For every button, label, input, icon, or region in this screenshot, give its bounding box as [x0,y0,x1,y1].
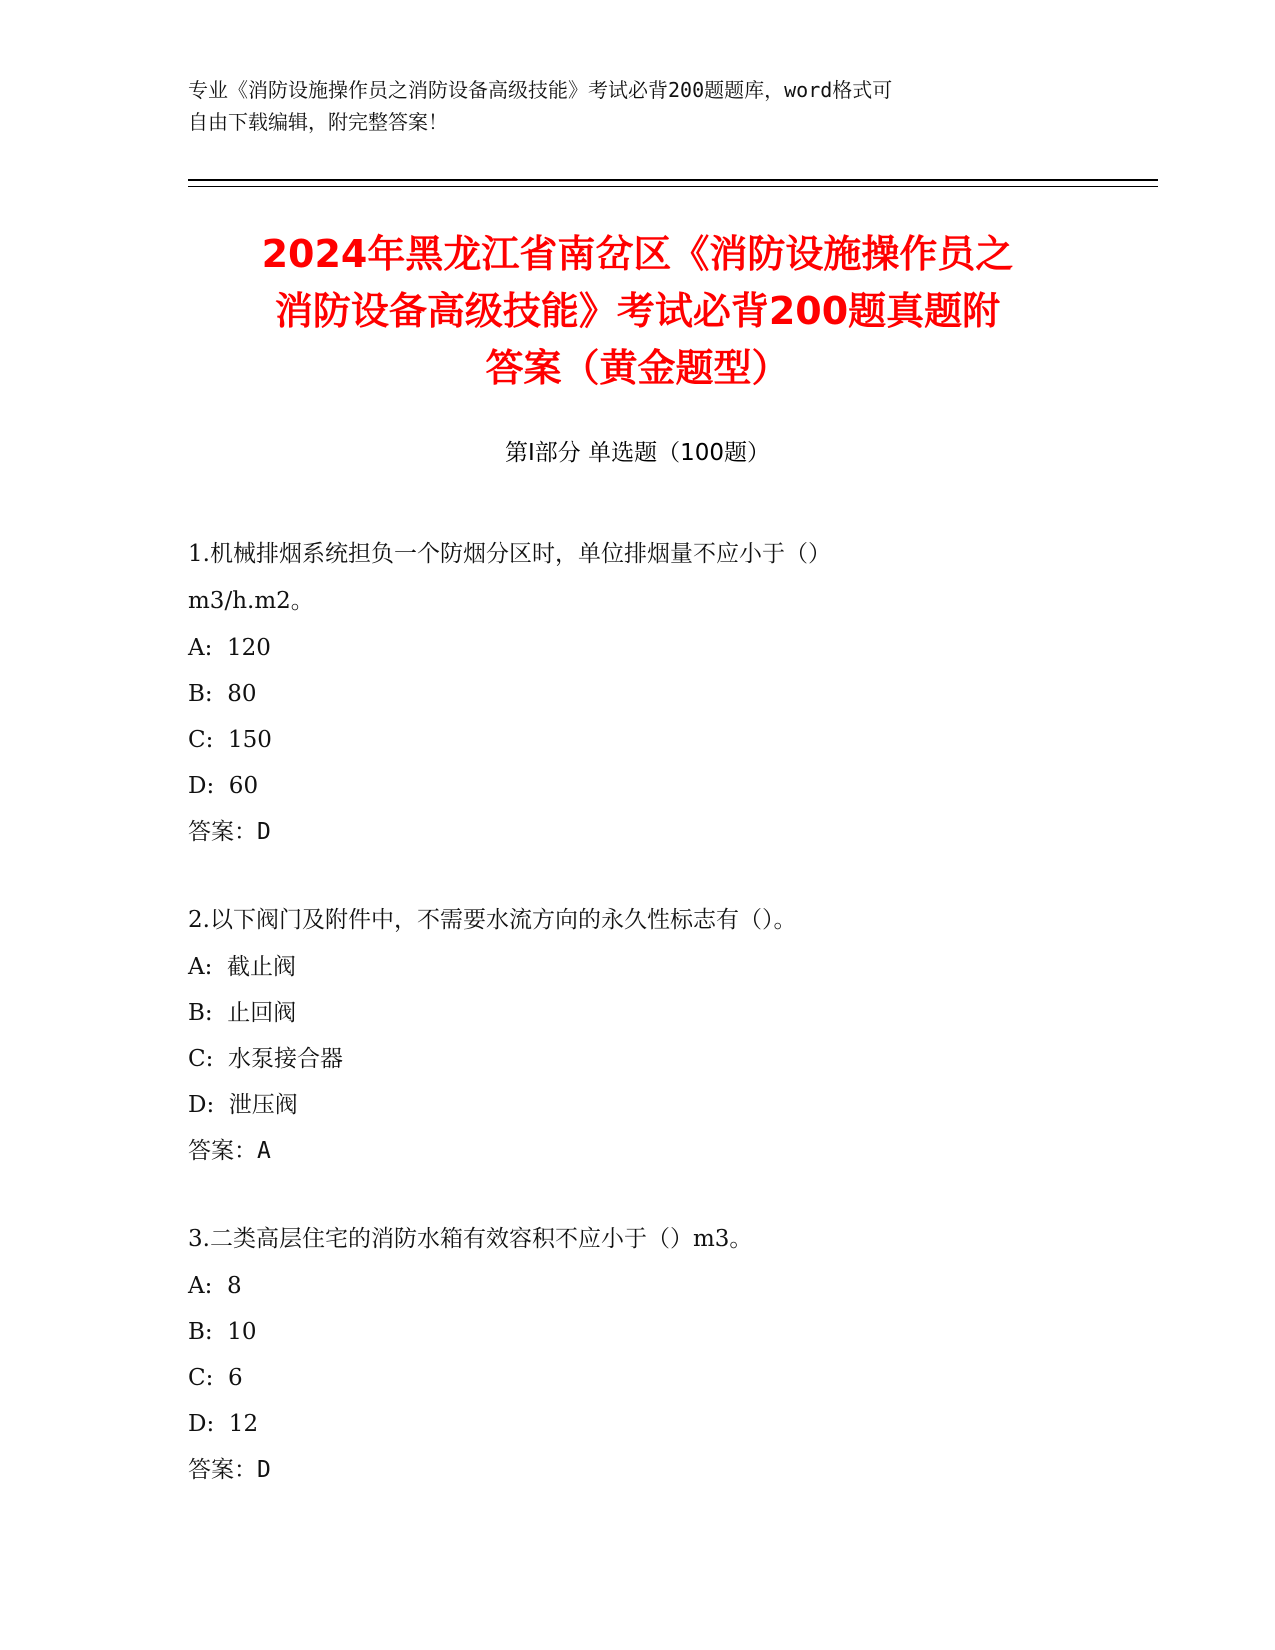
question-3-option-d: D: 12 [188,1411,259,1437]
header-note-line-2: 自由下载编辑，附完整答案！ [188,110,448,134]
question-3 [188,1216,1088,1493]
question-3-option-a: A: 8 [188,1273,242,1299]
answer-label: 答案： [188,1138,257,1164]
question-1-stem-line-2: m3/h.m2。 [188,588,314,614]
answer-key: D [257,819,271,845]
answer-label: 答案： [188,819,257,845]
answer-key: D [257,1457,271,1483]
answer-label: 答案： [188,1457,257,1483]
document-title [150,226,1125,397]
title-line-1: 2024年黑龙江省南岔区《消防设施操作员之 [261,232,1014,276]
question-3-option-c: C: 6 [188,1365,243,1391]
question-1-stem-line-1: 1.机械排烟系统担负一个防烟分区时，单位排烟量不应小于（） [188,541,831,567]
question-1-option-b: B: 80 [188,681,257,707]
question-2-option-d: D: 泄压阀 [188,1092,298,1118]
question-3-option-b: B: 10 [188,1319,257,1345]
question-2-option-c: C: 水泵接合器 [188,1046,343,1072]
header-note-line-1: 专业《消防设施操作员之消防设备高级技能》考试必背200题题库，word格式可 [188,78,893,102]
section-heading: 第Ⅰ部分 单选题（100题） [505,440,770,466]
question-3-stem-line-1: 3.二类高层住宅的消防水箱有效容积不应小于（）m3。 [188,1226,753,1252]
question-2-answer [188,1128,1088,1174]
header-divider-thin [188,186,1158,187]
question-3-answer [188,1447,1088,1493]
document-header-note [188,74,1068,138]
title-line-2: 消防设备高级技能》考试必背200题真题附 [274,289,1001,333]
question-2-option-a: A: 截止阀 [188,954,296,980]
title-line-3: 答案（黄金题型） [485,346,790,390]
question-1-option-c: C: 150 [188,727,272,753]
question-1 [188,531,1088,855]
answer-key: A [257,1138,271,1164]
question-2-stem-line-1: 2.以下阀门及附件中，不需要水流方向的永久性标志有（）。 [188,907,797,933]
question-2 [188,897,1088,1174]
header-divider-thick [188,179,1158,181]
question-1-option-a: A: 120 [188,635,271,661]
question-1-answer [188,809,1088,855]
question-2-option-b: B: 止回阀 [188,1000,297,1026]
question-1-option-d: D: 60 [188,773,259,799]
